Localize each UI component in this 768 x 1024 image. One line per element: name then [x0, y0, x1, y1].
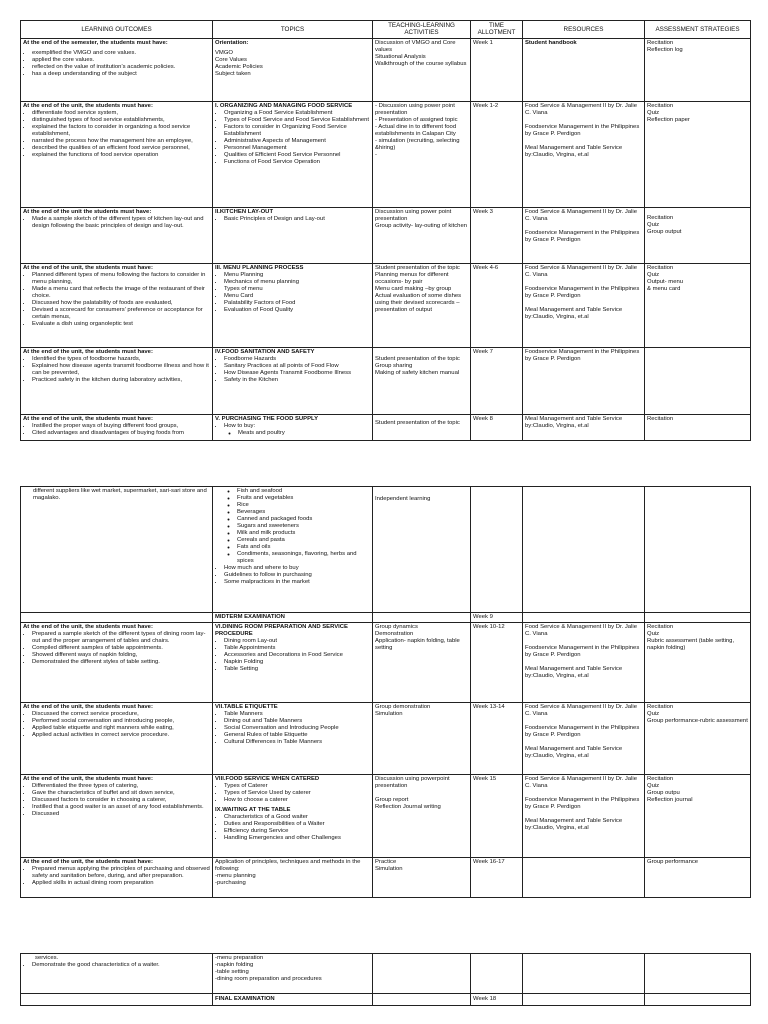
- list-item: • differentiate food service system,: [32, 110, 210, 117]
- resources-cell: Food Service & Management II by Dr. Jalie C. Viana Foodservice Management in the Philippines by Grace P. Perdigon Meal Management and Table Service by:Claudio, Virgina, et.al: [523, 263, 645, 347]
- topics-cell: [213, 101, 373, 207]
- list-item: • Differentiated the three types of catering,: [32, 783, 210, 790]
- topics-cell: [213, 487, 373, 613]
- topic-title: II.KITCHEN LAY-OUT: [215, 208, 274, 215]
- outcome-heading: At the end of the unit, the students must have:: [23, 703, 153, 710]
- list-item: • Types of Food Service and Food Service Establishment: [224, 117, 370, 124]
- activities-cell: Student presentation of the topic Planning menus for different occasions- by pair Menu card making –by group Actual evaluation of some dishes using their devised scorecards – presentation of output: [373, 263, 471, 347]
- learning-outcomes-cell: [21, 702, 213, 774]
- list-item: • Showed different ways of napkin folding,: [32, 652, 210, 659]
- time-cell: Week 18: [471, 994, 523, 1006]
- topic-line: VMGO: [215, 49, 233, 56]
- list-item: • How much and where to buy: [224, 565, 370, 572]
- list-item: • Table Setting: [224, 666, 370, 673]
- syllabus-table-part-1: [20, 20, 751, 441]
- assessment-cell: [645, 487, 751, 613]
- outcome-heading: At the end of the unit, the students must have:: [23, 102, 153, 109]
- header-assessment: ASSESSMENT STRATEGIES: [645, 21, 751, 39]
- assessment-cell: Recitation Quiz Output- menu & menu card: [645, 263, 751, 347]
- topics-cell: [213, 622, 373, 702]
- assessment-cell: Group performance: [645, 857, 751, 897]
- list-item: ◦ Condiments, seasonings, flavoring, herbs and spices: [237, 551, 370, 565]
- assessment-cell: Recitation Quiz Reflection paper: [645, 101, 751, 207]
- table-row: [21, 38, 751, 101]
- list-item: • Prepared menus applying the principles of purchasing and observed safety and sanitation before, during, and after preparation.: [32, 866, 210, 880]
- learning-outcomes-cell: [21, 994, 213, 1006]
- final-exam-label: FINAL EXAMINATION: [213, 994, 373, 1006]
- list-item: • Demonstrate the good characteristics of a waiter.: [32, 962, 210, 969]
- header-resources: RESOURCES: [523, 21, 645, 39]
- list-item: • Some malpractices in the market: [224, 579, 370, 586]
- outcome-heading: At the end of the unit, the students must have:: [23, 415, 153, 422]
- activities-cell: Student presentation of the topic: [373, 414, 471, 440]
- activities-cell: - Discussion using power point presentation - Presentation of assigned topic - Actual dine in to different food establishments in Calapan City - simulation (recruiting, selecting &hiring) -: [373, 101, 471, 207]
- assessment-cell: Recitation Quiz Group output: [645, 207, 751, 263]
- list-item: • Mechanics of menu planning: [224, 279, 370, 286]
- header-row: [21, 21, 751, 39]
- resources-cell: Foodservice Management in the Philippines by Grace P. Perdigon: [523, 347, 645, 414]
- topic-line: Core Values: [215, 56, 247, 63]
- list-item: ◦ Fats and oils: [237, 544, 370, 551]
- topics-cell: [213, 774, 373, 857]
- list-item: • Discussed factors to consider in choosing a caterer,: [32, 797, 210, 804]
- list-item: • Sanitary Practices at all points of Food Flow: [224, 363, 370, 370]
- time-cell: Week 1-2: [471, 101, 523, 207]
- resources-cell: [523, 857, 645, 897]
- list-item: • Demonstrated the different styles of table setting.: [32, 659, 210, 666]
- learning-outcomes-cell: [21, 774, 213, 857]
- list-item: • Made a menu card that reflects the image of the restaurant of their choice.: [32, 286, 210, 300]
- list-item: • Instilled that a good waiter is an asset of any food establishments.: [32, 804, 210, 811]
- list-item: • Personnel Management: [224, 145, 370, 152]
- table-row: [21, 487, 751, 613]
- outcome-heading: At the end of the unit the students must have:: [23, 208, 152, 215]
- syllabus-table-part-2: [20, 486, 751, 898]
- resources-cell: [523, 487, 645, 613]
- list-item: • Menu Card: [224, 293, 370, 300]
- topics-cell: Application of principles, techniques and methods in the following: -menu planning -purchasing: [213, 857, 373, 897]
- list-item: • described the qualities of an efficient food service personnel,: [32, 145, 210, 152]
- midterm-label: MIDTERM EXAMINATION: [213, 613, 373, 623]
- list-item: • Applied actual activities in correct service procedure.: [32, 732, 210, 739]
- list-item: • Made a sample sketch of the different types of kitchen lay-out and design following the basic principles of design and lay-out.: [32, 216, 210, 230]
- topic-title: VIII.FOOD SERVICE WHEN CATERED: [215, 775, 320, 782]
- list-item: ◦ Meats and poultry: [238, 430, 370, 437]
- list-item: • explained the functions of food service operation: [32, 152, 210, 159]
- learning-outcomes-cell: [21, 263, 213, 347]
- list-item: • explained the factors to consider in organizing a food service establishment,: [32, 124, 210, 138]
- outcome-heading: At the end of the unit, the students must have:: [23, 858, 153, 865]
- list-item: • Types of Service Used by caterer: [224, 790, 370, 797]
- syllabus-table-part-3: [20, 953, 751, 1006]
- list-item: • Social Conversation and Introducing People: [224, 725, 370, 732]
- resources-cell: Student handbook: [523, 38, 645, 101]
- activities-cell: Group demonstration Simulation: [373, 702, 471, 774]
- learning-outcomes-cell: [21, 414, 213, 440]
- resources-cell: [523, 613, 645, 623]
- list-item: • Organizing a Food Service Establishment: [224, 110, 370, 117]
- activities-cell: [373, 954, 471, 994]
- list-item: • applied the core values.: [32, 57, 210, 64]
- list-item: • Planned different types of menu following the factors to consider in menu planning,: [32, 272, 210, 286]
- list-item: • Table Appointments: [224, 645, 370, 652]
- list-item: • Foodborne Hazards: [224, 356, 370, 363]
- list-item: ◦ Cereals and pasta: [237, 537, 370, 544]
- topic-line: Subject taken: [215, 70, 251, 77]
- table-row: [21, 414, 751, 440]
- list-item: • Dining room Lay-out: [224, 638, 370, 645]
- list-item: ◦ Sugars and sweeteners: [237, 523, 370, 530]
- header-activities: TEACHING-LEARNING ACTIVITIES: [373, 21, 471, 39]
- list-item: ◦ Canned and packaged foods: [237, 516, 370, 523]
- outcome-heading: At the end of the unit, the students must have:: [23, 775, 153, 782]
- outcome-heading: At the end of the unit, the students must have:: [23, 264, 153, 271]
- table-row: [21, 774, 751, 857]
- list-item: • Palatability Factors of Food: [224, 300, 370, 307]
- list-item: ◦ Fish and seafood: [237, 488, 370, 495]
- time-cell: Week 4-6: [471, 263, 523, 347]
- list-item: • has a deep understanding of the subject: [32, 71, 210, 78]
- topic-title: VII.TABLE ETIQUETTE: [215, 703, 278, 710]
- time-cell: [471, 487, 523, 613]
- list-item: • Explained how disease agents transmit foodborne illness and how it can be prevented,: [32, 363, 210, 377]
- topic-line: Academic Policies: [215, 63, 263, 70]
- outcome-continuation: different suppliers like wet market, supermarket, sari-sari store and magalako.: [33, 488, 207, 501]
- list-item: • Basic Principles of Design and Lay-out: [224, 216, 370, 223]
- list-item: • Discussed: [32, 811, 210, 818]
- table-row: [21, 954, 751, 994]
- list-item: • How to choose a caterer: [224, 797, 370, 804]
- assessment-cell: [645, 347, 751, 414]
- resources-cell: [523, 994, 645, 1006]
- topic-title: V. PURCHASING THE FOOD SUPPLY: [215, 415, 318, 422]
- topic-title: IV.FOOD SANITATION AND SAFETY: [215, 348, 315, 355]
- table-row: [21, 207, 751, 263]
- activities-cell: [373, 994, 471, 1006]
- list-item: • Efficiency during Service: [224, 828, 370, 835]
- resources-cell: Meal Management and Table Service by:Claudio, Virgina, et.al: [523, 414, 645, 440]
- list-item: • Cited advantages and disadvantages of buying foods from: [32, 430, 210, 437]
- time-cell: Week 3: [471, 207, 523, 263]
- table-row: [21, 622, 751, 702]
- list-item: • Practiced safety in the kitchen during laboratory activities,: [32, 377, 210, 384]
- list-item: • Applied table etiquette and right manners while eating,: [32, 725, 210, 732]
- table-row: [21, 347, 751, 414]
- activities-cell: [373, 613, 471, 623]
- learning-outcomes-cell: [21, 857, 213, 897]
- activities-cell: Discussion using power point presentation Group activity- lay-outing of kitchen: [373, 207, 471, 263]
- list-item: • Guidelines to follow in purchasing: [224, 572, 370, 579]
- assessment-cell: Recitation Quiz Rubric assessment (table setting, napkin folding): [645, 622, 751, 702]
- outcome-heading: At the end of the unit, the students must have:: [23, 623, 153, 630]
- list-item: • Prepared a sample sketch of the different types of dining room lay-out and the proper arrangement of tables and chairs.: [32, 631, 210, 645]
- list-item: • Compiled different samples of table appointments.: [32, 645, 210, 652]
- list-item: ◦ Rice: [237, 502, 370, 509]
- table-row: [21, 857, 751, 897]
- activities-cell: Group dynamics Demonstration Application- napkin folding, table setting: [373, 622, 471, 702]
- topic-title: IX.WAITING AT THE TABLE: [215, 806, 291, 813]
- list-item: • Evaluation of Food Quality: [224, 307, 370, 314]
- list-item: • reflected on the value of institution’s academic policies.: [32, 64, 210, 71]
- header-learning-outcomes: LEARNING OUTCOMES: [21, 21, 213, 39]
- list-item: • Qualities of Efficient Food Service Personnel: [224, 152, 370, 159]
- list-item: • Cultural Differences in Table Manners: [224, 739, 370, 746]
- time-cell: Week 10-12: [471, 622, 523, 702]
- list-item: • Applied skills in actual dining room preparation: [32, 880, 210, 887]
- topics-cell: [213, 38, 373, 101]
- topic-line: How to buy:: [224, 422, 256, 429]
- list-item: [224, 423, 370, 437]
- time-cell: Week 16-17: [471, 857, 523, 897]
- learning-outcomes-cell: [21, 622, 213, 702]
- learning-outcomes-cell: [21, 207, 213, 263]
- time-cell: Week 7: [471, 347, 523, 414]
- table-row: [21, 263, 751, 347]
- activities-cell: Discussion using powerpoint presentation Group report Reflection Journal writing: [373, 774, 471, 857]
- list-item: • Types of menu: [224, 286, 370, 293]
- assessment-cell: [645, 954, 751, 994]
- list-item: • Menu Planning: [224, 272, 370, 279]
- list-item: • Handling Emergencies and other Challenges: [224, 835, 370, 842]
- learning-outcomes-cell: [21, 38, 213, 101]
- topic-title: Orientation:: [215, 39, 249, 46]
- time-cell: [471, 954, 523, 994]
- assessment-cell: [645, 994, 751, 1006]
- activities-cell: Practice Simulation: [373, 857, 471, 897]
- resources-cell: Food Service & Management II by Dr. Jalie C. Viana Foodservice Management in the Philippines by Grace P. Perdigon: [523, 207, 645, 263]
- resources-cell: Food Service & Management II by Dr. Jalie C. Viana Foodservice Management in the Philippines by Grace P. Perdigon Meal Management and Table Service by:Claudio, Virgina, et.al: [523, 774, 645, 857]
- resources-cell: Food Service & Management II by Dr. Jalie C. Viana Foodservice Management in the Philippines by Grace P. Perdigon Meal Management and Table Service by:Claudio, Virgina, et.al: [523, 101, 645, 207]
- activities-cell: Independent learning: [373, 487, 471, 613]
- topic-title: VI.DINING ROOM PREPARATION AND SERVICE PROCEDURE: [215, 623, 348, 637]
- list-item: • Duties and Responsibilities of a Waiter: [224, 821, 370, 828]
- activities-cell: Discussion of VMGO and Core values Situational Analysis Walkthrough of the course syllabus: [373, 38, 471, 101]
- learning-outcomes-cell: [21, 487, 213, 613]
- list-item: • Functions of Food Service Operation: [224, 159, 370, 166]
- table-row: [21, 101, 751, 207]
- time-cell: Week 1: [471, 38, 523, 101]
- list-item: • How Disease Agents Transmit Foodborne Illness: [224, 370, 370, 377]
- time-cell: Week 15: [471, 774, 523, 857]
- header-time-allotment: TIME ALLOTMENT: [471, 21, 523, 39]
- list-item: • Factors to consider in Organizing Food Service Establishment: [224, 124, 370, 138]
- list-item: • exemplified the VMGO and core values.: [32, 50, 210, 57]
- list-item: • Devised a scorecard for consumers’ preference or acceptance for certain menus,: [32, 307, 210, 321]
- list-item: • Safety in the Kitchen: [224, 377, 370, 384]
- topics-cell: -menu preparation -napkin folding -table setting -dining room preparation and procedures: [213, 954, 373, 994]
- list-item: • narrated the process how the management hire an employee,: [32, 138, 210, 145]
- activities-cell: Student presentation of the topic Group sharing Making of safety kitchen manual: [373, 347, 471, 414]
- table-row: [21, 702, 751, 774]
- list-item: • Napkin Folding: [224, 659, 370, 666]
- list-item: • Accessories and Decorations in Food Service: [224, 652, 370, 659]
- assessment-cell: [645, 613, 751, 623]
- list-item: • Evaluate a dish using organoleptic test: [32, 321, 210, 328]
- list-item: • Discussed how the palatability of foods are evaluated,: [32, 300, 210, 307]
- topic-title: III. MENU PLANNING PROCESS: [215, 264, 304, 271]
- header-topics: TOPICS: [213, 21, 373, 39]
- list-item: • Discussed the correct service procedure,: [32, 711, 210, 718]
- list-item: • Types of Caterer: [224, 783, 370, 790]
- list-item: ◦ Milk and milk products: [237, 530, 370, 537]
- list-item: • Gave the characteristics of buffet and sit down service,: [32, 790, 210, 797]
- assessment-cell: Recitation Quiz Group performance-rubric assessment: [645, 702, 751, 774]
- list-item: • Table Manners: [224, 711, 370, 718]
- table-row: [21, 613, 751, 623]
- time-cell: Week 13-14: [471, 702, 523, 774]
- list-item: ◦ Fruits and vegetables: [237, 495, 370, 502]
- topics-cell: [213, 347, 373, 414]
- outcome-heading: At the end of the semester, the students must have:: [23, 39, 168, 46]
- list-item: ◦ Beverages: [237, 509, 370, 516]
- list-item: • Dining out and Table Manners: [224, 718, 370, 725]
- assessment-cell: Recitation Reflection log: [645, 38, 751, 101]
- time-cell: Week 9: [471, 613, 523, 623]
- assessment-cell: Recitation: [645, 414, 751, 440]
- assessment-cell: Recitation Quiz Group outpu Reflection journal: [645, 774, 751, 857]
- list-item: • Identified the types of foodborne hazards,: [32, 356, 210, 363]
- list-item: • distinguished types of food service establishments,: [32, 117, 210, 124]
- list-item: • Performed social conversation and introducing people,: [32, 718, 210, 725]
- topics-cell: [213, 207, 373, 263]
- list-item: • Instilled the proper ways of buying different food groups,: [32, 423, 210, 430]
- table-row: [21, 994, 751, 1006]
- learning-outcomes-cell: [21, 954, 213, 994]
- learning-outcomes-cell: [21, 613, 213, 623]
- time-cell: Week 8: [471, 414, 523, 440]
- learning-outcomes-cell: [21, 101, 213, 207]
- resources-cell: Food Service & Management II by Dr. Jalie C. Viana Foodservice Management in the Philippines by Grace P. Perdigon Meal Management and Table Service by:Claudio, Virgina, et.al: [523, 702, 645, 774]
- topic-title: I. ORGANIZING AND MANAGING FOOD SERVICE: [215, 102, 353, 109]
- topics-cell: [213, 263, 373, 347]
- list-item: • Characteristics of a Good waiter: [224, 814, 370, 821]
- topics-cell: [213, 702, 373, 774]
- resources-cell: Food Service & Management II by Dr. Jalie C. Viana Foodservice Management in the Philippines by Grace P. Perdigon Meal Management and Table Service by:Claudio, Virgina, et.al: [523, 622, 645, 702]
- list-item: • General Rules of table Etiquette: [224, 732, 370, 739]
- learning-outcomes-cell: [21, 347, 213, 414]
- resources-cell: [523, 954, 645, 994]
- topics-cell: [213, 414, 373, 440]
- outcome-heading: At the end of the unit, the students must have:: [23, 348, 153, 355]
- list-item: • Administrative Aspects of Management: [224, 138, 370, 145]
- outcome-continuation: services.: [35, 955, 59, 961]
